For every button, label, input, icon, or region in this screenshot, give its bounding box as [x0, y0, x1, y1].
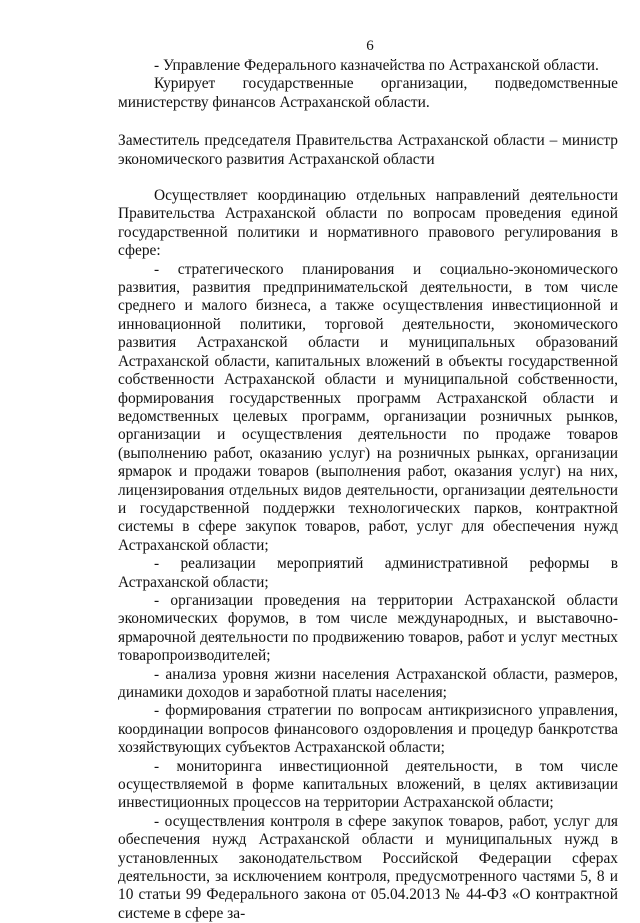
list-item: - осуществления контроля в сфере закупок товаров, работ, услуг для обеспечения нужд Астраханской области и муниципальных нужд в установленных законодательством Российской Федерации сферах деятельности, за исключением контроля, предусмотренного частями 5, 8 и 10 статьи 99 Федерального закона от 05.04.2013 № 44-ФЗ «О контрактной системе в сфере за-: [118, 812, 618, 922]
list-item: - стратегического планирования и социально-экономического развития, развития предпринимательской деятельности, в том числе среднего и малого бизнеса, а также осуществления инвестиционной и инновационной политики, торговой деятельности, экономического развития Астраханской области и муниципальных образований Астраханской области, капитальных вложений в объекты государственной собственности Астраханской области и муниципальной собственности, формирования государственных программ Астраханской области и ведомственных целевых программ, организации розничных рынков, организации и осуществления деятельности по продаже товаров (выполнению работ, оказанию услуг) на розничных рынках, организации ярмарок и продажи товаров (выполнения работ, оказания услуг) на них, лицензирования отдельных видов деятельности, организации деятельности и государственной поддержки технологических парков, контрактной системы в сфере закупок товаров, работ, услуг для обеспечения нужд Астраханской области;: [118, 260, 618, 554]
curates-paragraph: Курирует государственные организации, подведомственные министерству финансов Астраханской области.: [118, 75, 618, 111]
page-number: 6: [366, 38, 374, 54]
list-item: - анализа уровня жизни населения Астраханской области, размеров, динамики доходов и заработной платы населения;: [118, 665, 618, 701]
document-body: [118, 57, 618, 923]
list-item: - реализации мероприятий административной реформы в Астраханской области;: [118, 555, 618, 591]
coordination-intro: Осуществляет координацию отдельных направлений деятельности Правительства Астраханской области по вопросам проведения единой государственной политики и нормативного правового регулирования в сфере:: [118, 187, 618, 260]
list-item: - мониторинга инвестиционной деятельности, в том числе осуществляемой в форме капитальных вложений, в целях активизации инвестиционных процессов на территории Астраханской области;: [118, 757, 618, 812]
position-heading: Заместитель председателя Правительства Астраханской области – министр экономического развития Астраханской области: [118, 132, 618, 168]
treasury-item: - Управление Федерального казначейства по Астраханской области.: [154, 57, 599, 74]
list-item: - организации проведения на территории Астраханской области экономических форумов, в том числе международных, и выставочно-ярмарочной деятельности по продвижению товаров, работ и услуг местных товаропроизводителей;: [118, 591, 618, 665]
list-item: - формирования стратегии по вопросам антикризисного управления, координации вопросов финансового оздоровления и процедур банкротства хозяйствующих субъектов Астраханской области;: [118, 702, 618, 757]
